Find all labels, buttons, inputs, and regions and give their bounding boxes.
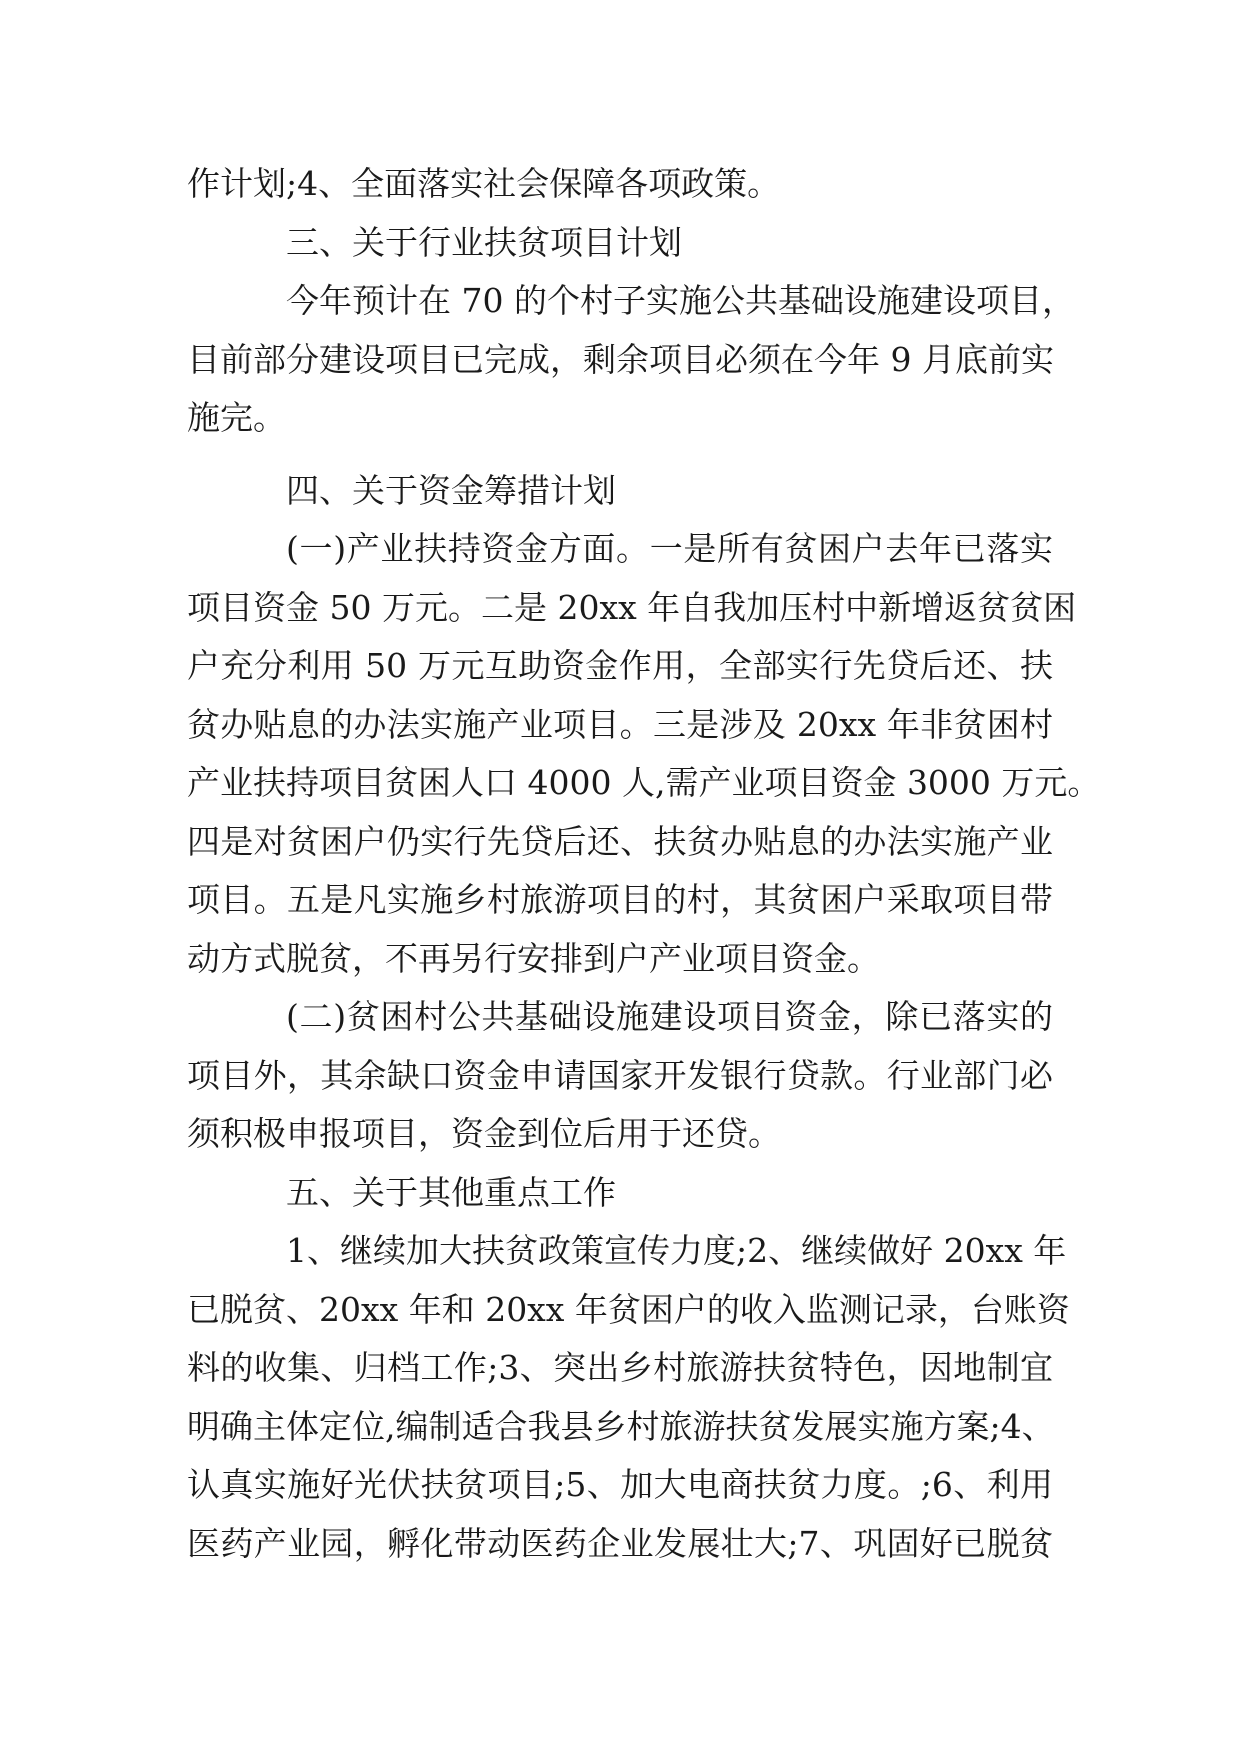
text-line: 医药产业园，孵化带动医药企业发展壮大;7、巩固好已脱贫 bbox=[187, 1523, 1053, 1563]
text-line: 四是对贫困户仍实行先贷后还、扶贫办贴息的办法实施产业 bbox=[187, 821, 1053, 861]
document-body bbox=[187, 155, 1101, 1573]
text-line: 户充分利用 50 万元互助资金作用，全部实行先贷后还、扶 bbox=[187, 646, 1053, 685]
text-line: 1、继续加大扶贫政策宣传力度;2、继续做好 20xx 年 bbox=[286, 1231, 1067, 1270]
text-line: (一)产业扶持资金方面。一是所有贫困户去年已落实 bbox=[286, 529, 1053, 568]
text-line: 施完。 bbox=[187, 398, 286, 437]
section-heading: 四、关于资金筹措计划 bbox=[286, 470, 616, 510]
text-line: 目前部分建设项目已完成，剩余项目必须在今年 9 月底前实 bbox=[187, 339, 1054, 379]
text-line: 项目资金 50 万元。二是 20xx 年自我加压村中新增返贫贫困 bbox=[187, 587, 1077, 627]
text-line: 产业扶持项目贫困人口 4000 人,需产业项目资金 3000 万元。 bbox=[187, 763, 1101, 802]
text-line: 作计划;4、全面落实社会保障各项政策。 bbox=[187, 164, 781, 203]
text-line: 明确主体定位,编制适合我县乡村旅游扶贫发展实施方案;4、 bbox=[187, 1406, 1055, 1446]
text-line: 认真实施好光伏扶贫项目;5、加大电商扶贫力度。;6、利用 bbox=[187, 1465, 1053, 1504]
text-line: 项目外，其余缺口资金申请国家开发银行贷款。行业部门必 bbox=[187, 1055, 1053, 1095]
text-line: 今年预计在 70 的个村子实施公共基础设施建设项目， bbox=[286, 281, 1075, 320]
section-heading: 五、关于其他重点工作 bbox=[286, 1172, 616, 1212]
text-line: 动方式脱贫，不再另行安排到户产业项目资金。 bbox=[187, 938, 880, 978]
text-line: (二)贫困村公共基础设施建设项目资金，除已落实的 bbox=[286, 997, 1053, 1036]
text-line: 须积极申报项目，资金到位后用于还贷。 bbox=[187, 1114, 781, 1153]
text-line: 已脱贫、20xx 年和 20xx 年贫困户的收入监测记录，台账资 bbox=[187, 1289, 1070, 1329]
text-line: 项目。五是凡实施乡村旅游项目的村，其贫困户采取项目带 bbox=[187, 880, 1053, 919]
text-line: 贫办贴息的办法实施产业项目。三是涉及 20xx 年非贫困村 bbox=[187, 704, 1053, 744]
section-heading: 三、关于行业扶贫项目计划 bbox=[286, 222, 682, 262]
text-line: 料的收集、归档工作;3、突出乡村旅游扶贫特色，因地制宜 bbox=[187, 1348, 1053, 1387]
